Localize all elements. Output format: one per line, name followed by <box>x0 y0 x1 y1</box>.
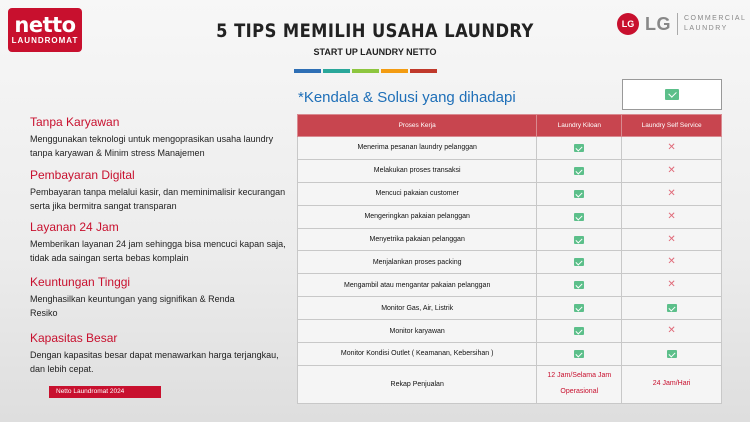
row-label: Monitor karyawan <box>298 320 537 343</box>
table-row <box>298 251 722 274</box>
self-service-cell <box>622 228 722 251</box>
kiloan-cell <box>537 159 622 182</box>
lg-tag-1: COMMERCIAL <box>684 15 747 22</box>
table-row <box>298 320 722 343</box>
page-subtitle: START UP LAUNDRY NETTO <box>313 47 437 57</box>
self-service-cell <box>622 320 722 343</box>
check-icon <box>665 89 679 100</box>
table-row <box>298 228 722 251</box>
cross-icon: ✕ <box>667 187 676 199</box>
check-icon <box>574 213 584 221</box>
color-bar <box>294 69 437 73</box>
tip-item <box>30 168 290 213</box>
self-service-cell <box>622 343 722 366</box>
color-bar-segment <box>352 69 379 73</box>
table-row <box>298 205 722 228</box>
cross-icon: ✕ <box>667 256 676 268</box>
row-label: Monitor Gas, Air, Listrik <box>298 297 537 320</box>
lg-divider <box>677 13 678 35</box>
kiloan-cell <box>537 228 622 251</box>
self-service-cell <box>622 297 722 320</box>
color-bar-segment <box>381 69 408 73</box>
check-icon <box>574 350 584 358</box>
kiloan-cell <box>537 182 622 205</box>
tip-desc: Pembayaran tanpa melalui kasir, dan meminimalisir kecurangan serta jika bermitra sangat transparan <box>30 187 286 211</box>
row-label: Menjalankan proses packing <box>298 251 537 274</box>
tip-title: Tanpa Karyawan <box>30 115 120 129</box>
cross-icon: ✕ <box>667 210 676 222</box>
check-icon <box>667 350 677 358</box>
self-service-cell <box>622 182 722 205</box>
row-label: Mengambil atau mengantar pakaian pelanggan <box>298 274 537 297</box>
table-row <box>298 159 722 182</box>
table-row <box>298 182 722 205</box>
tip-title: Keuntungan Tinggi <box>30 275 131 289</box>
table-row <box>298 274 722 297</box>
tip-desc: Menghasilkan keuntungan yang signifikan & Renda Resiko <box>30 294 235 318</box>
kiloan-cell <box>537 137 622 160</box>
cross-icon: ✕ <box>667 279 676 291</box>
tip-desc: Dengan kapasitas besar dapat menawarkan harga terjangkau, dan lebih cepat. <box>30 350 279 374</box>
cross-icon: ✕ <box>667 233 676 245</box>
tip-desc: Memberikan layanan 24 jam sehingga bisa mencuci kapan saja, tidak ada saingan serta bebas komplain <box>30 239 286 263</box>
tip-title: Kapasitas Besar <box>30 331 118 345</box>
kiloan-cell <box>537 251 622 274</box>
header-laundry-self-service: Laundry Self Service <box>622 115 722 137</box>
row-label: Menyetrika pakaian pelanggan <box>298 228 537 251</box>
kiloan-cell <box>537 205 622 228</box>
check-icon <box>574 304 584 312</box>
self-service-cell <box>622 274 722 297</box>
lg-tagline <box>684 14 746 34</box>
kiloan-cell <box>537 274 622 297</box>
lg-text: LG <box>645 13 671 34</box>
process-table <box>297 114 722 404</box>
row-label: Mengeringkan pakaian pelanggan <box>298 205 537 228</box>
tip-desc: Menggunakan teknologi untuk mengoprasikan usaha laundry tanpa karyawan & Minim stress Manajemen <box>30 134 274 158</box>
row-label: Rekap Penjualan <box>298 365 537 403</box>
legend-box <box>622 79 722 110</box>
row-label: Mencuci pakaian customer <box>298 182 537 205</box>
kiloan-cell <box>537 343 622 366</box>
check-icon <box>574 144 584 152</box>
row-label: Menerima pesanan laundry pelanggan <box>298 137 537 160</box>
tip-item <box>30 115 290 160</box>
table-row <box>298 137 722 160</box>
lg-logo <box>617 13 746 35</box>
tip-item <box>30 331 290 376</box>
check-icon <box>574 258 584 266</box>
header-laundry-kiloan: Laundry Kiloan <box>537 115 622 137</box>
lg-circle-icon: LG <box>617 13 639 35</box>
color-bar-segment <box>410 69 437 73</box>
color-bar-segment <box>323 69 350 73</box>
tip-item <box>30 220 290 265</box>
cross-icon: ✕ <box>667 141 676 153</box>
tip-item <box>30 275 290 320</box>
cross-icon: ✕ <box>667 164 676 176</box>
cross-icon: ✕ <box>667 325 676 337</box>
table-row <box>298 343 722 366</box>
kiloan-cell <box>537 297 622 320</box>
check-icon <box>574 281 584 289</box>
check-icon <box>574 236 584 244</box>
row-label: Monitor Kondisi Outlet ( Keamanan, Kebersihan ) <box>298 343 537 366</box>
self-service-cell <box>622 137 722 160</box>
section-heading: *Kendala & Solusi yang dihadapi <box>298 89 516 106</box>
kiloan-cell: 12 Jam/Selama Jam Operasional <box>537 365 622 403</box>
header-proses-kerja: Proses Kerja <box>298 115 537 137</box>
kiloan-cell <box>537 320 622 343</box>
self-service-cell <box>622 159 722 182</box>
logo-sub: LAUNDROMAT <box>11 36 79 45</box>
table-row <box>298 365 722 403</box>
check-icon <box>574 167 584 175</box>
footer-tag: Netto Laundromat 2024 <box>49 386 161 398</box>
lg-tag-2: LAUNDRY <box>684 25 728 32</box>
self-service-cell <box>622 205 722 228</box>
check-icon <box>574 190 584 198</box>
row-label: Melakukan proses transaksi <box>298 159 537 182</box>
logo-brand: netto <box>14 13 76 37</box>
color-bar-segment <box>294 69 321 73</box>
tip-title: Pembayaran Digital <box>30 168 135 182</box>
page-title: 5 TIPS MEMILIH USAHA LAUNDRY <box>216 20 534 42</box>
table-header-row <box>298 115 722 137</box>
check-icon <box>574 327 584 335</box>
self-service-cell: 24 Jam/Hari <box>622 365 722 403</box>
tip-title: Layanan 24 Jam <box>30 220 119 234</box>
check-icon <box>667 304 677 312</box>
table-row <box>298 297 722 320</box>
self-service-cell <box>622 251 722 274</box>
